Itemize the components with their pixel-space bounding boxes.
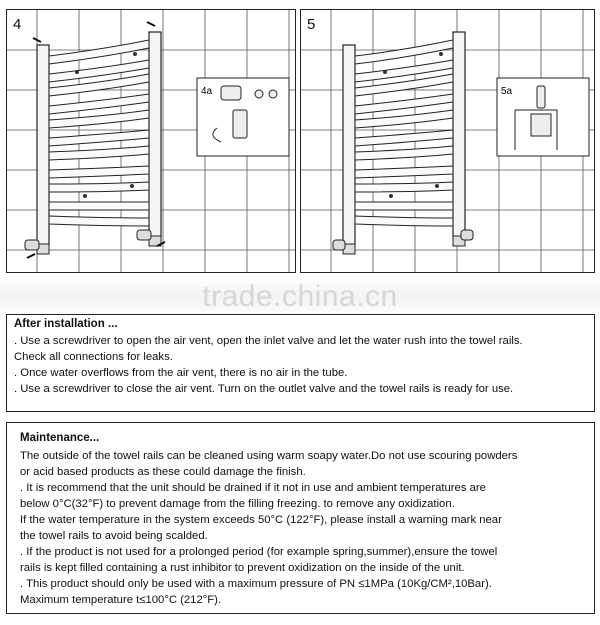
maintenance-box (6, 422, 595, 614)
step-number-5: 5 (307, 16, 316, 33)
after-installation-title: After installation ... (14, 318, 118, 330)
maintenance-line: or acid based products as these could damage the finish. (20, 466, 306, 478)
instruction-line: . Once water overflows from the air vent, there is no air in the tube. (14, 367, 348, 379)
maintenance-title: Maintenance... (20, 432, 100, 444)
towel-rail-illustration-4 (7, 10, 295, 272)
instruction-line: . Use a screwdriver to close the air vent. Turn on the outlet valve and the towel rails is ready for use. (14, 383, 514, 395)
inset-label-5a: 5a (501, 86, 513, 97)
maintenance-line: rails is kept filled containing a rust inhibitor to prevent oxidization on the inside of the unit. (20, 562, 465, 574)
towel-rail-illustration-5 (301, 10, 594, 272)
instruction-line: . Use a screwdriver to open the air vent, open the inlet valve and let the water rush into the towel rails. (14, 335, 523, 347)
figure-4-panel (6, 9, 296, 273)
maintenance-line: . If the product is not used for a prolonged period (for example spring,summer),ensure the towel (20, 546, 498, 558)
watermark-text: trade.china.cn (202, 280, 398, 313)
maintenance-line: . It is recommend that the unit should be drained if it not in use and ambient temperatures are (20, 482, 486, 494)
maintenance-line: . This product should only be used with a maximum pressure of PN ≤1MPa (10Kg/CM²,10Bar). (20, 578, 492, 590)
maintenance-line: Maximum temperature t≤100°C (212°F). (20, 594, 222, 606)
maintenance-line: The outside of the towel rails can be cleaned using warm soapy water.Do not use scouring powders (20, 450, 518, 462)
maintenance-line: below 0°C(32°F) to prevent damage from the filling freezing. to remove any oxidization. (20, 498, 455, 510)
step-number-4: 4 (13, 16, 22, 33)
maintenance-line: the towel rails to avoid being scalded. (20, 530, 208, 542)
after-installation-box (6, 314, 595, 412)
maintenance-line: If the water temperature in the system exceeds 50°C (122°F), please install a warning mark near (20, 514, 502, 526)
instruction-line: Check all connections for leaks. (14, 351, 173, 363)
inset-label-4a: 4a (201, 86, 213, 97)
figure-5-panel (300, 9, 595, 273)
